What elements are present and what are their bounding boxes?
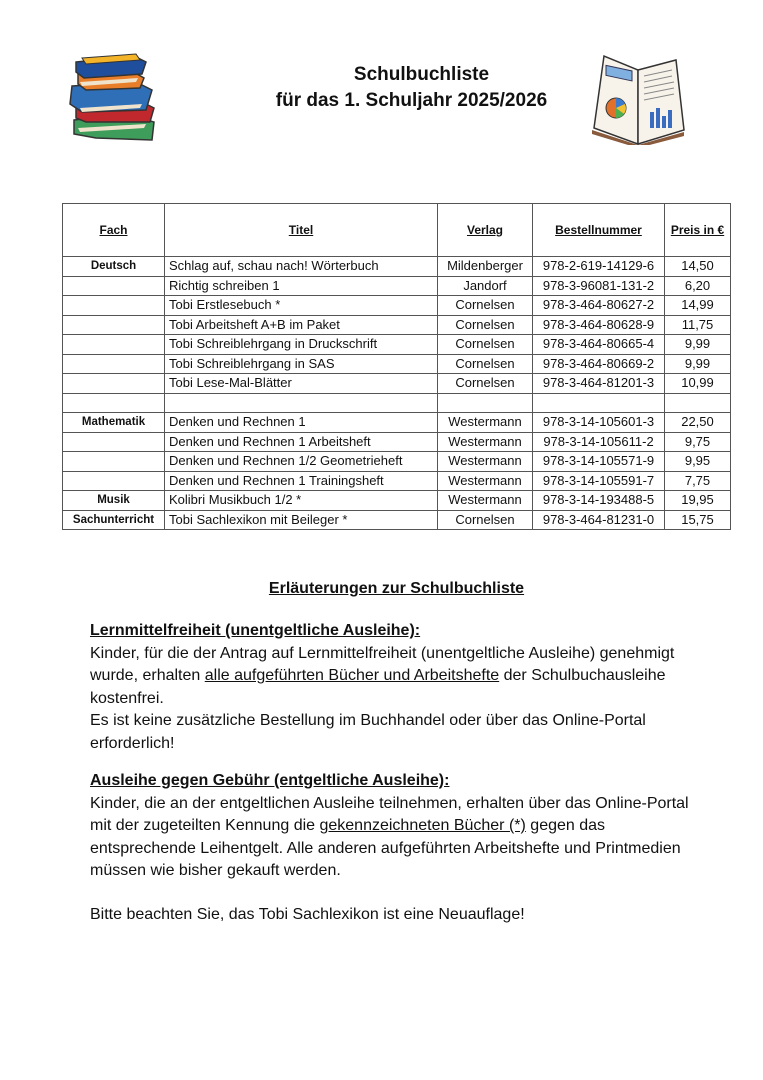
cell-titel: Schlag auf, schau nach! Wörterbuch xyxy=(165,257,438,277)
table-row xyxy=(63,510,731,530)
column-header-verlag: Verlag xyxy=(438,204,533,257)
cell-fach xyxy=(63,354,165,374)
cell-bestellnummer: 978-3-464-80665-4 xyxy=(533,335,665,355)
cell-titel: Tobi Lese-Mal-Blätter xyxy=(165,374,438,394)
section-heading: Ausleihe gegen Gebühr (entgeltliche Ausleihe): xyxy=(90,772,450,789)
cell-titel: Tobi Erstlesebuch * xyxy=(165,296,438,316)
cell-verlag: Mildenberger xyxy=(438,257,533,277)
cell-fach xyxy=(63,296,165,316)
section-text: Es ist keine zusätzliche Bestellung im Buchhandel oder über das Online-Portal erforderlich! xyxy=(90,712,646,752)
cell-fach: Mathematik xyxy=(63,413,165,433)
cell-titel: Denken und Rechnen 1 xyxy=(165,413,438,433)
cell-bestellnummer: 978-3-14-105611-2 xyxy=(533,432,665,452)
cell-verlag: Westermann xyxy=(438,452,533,472)
note-neuauflage: Bitte beachten Sie, das Tobi Sachlexikon ist eine Neuauflage! xyxy=(90,906,525,923)
cell-titel: Denken und Rechnen 1/2 Geometrieheft xyxy=(165,452,438,472)
page-title: Schulbuchliste xyxy=(353,64,490,85)
column-header-preis: Preis in € xyxy=(665,204,731,257)
cell-verlag: Westermann xyxy=(438,491,533,511)
section-heading: Lernmittelfreiheit (unentgeltliche Ausleihe): xyxy=(90,622,421,639)
underlined-text: alle aufgeführten Bücher und Arbeitshefte xyxy=(204,667,500,684)
page-subtitle: für das 1. Schuljahr 2025/2026 xyxy=(275,90,548,111)
cell-preis: 6,20 xyxy=(665,276,731,296)
cell-fach: Musik xyxy=(63,491,165,511)
column-header-fach: Fach xyxy=(63,204,165,257)
table-row xyxy=(63,296,731,316)
table-row xyxy=(63,276,731,296)
cell-verlag: Cornelsen xyxy=(438,510,533,530)
cell-bestellnummer: 978-2-619-14129-6 xyxy=(533,257,665,277)
table-row xyxy=(63,452,731,472)
cell-fach xyxy=(63,432,165,452)
cell-titel xyxy=(165,393,438,413)
section-text: Kinder, für die der Antrag auf Lernmittelfreiheit (unentgeltliche Ausleihe) genehmigt wurde, erhalten alle aufgeführten Bücher und Arbeitshefte der Schulbuchausleihe kostenfrei. xyxy=(90,644,675,707)
cell-bestellnummer: 978-3-14-105571-9 xyxy=(533,452,665,472)
cell-fach xyxy=(63,471,165,491)
underlined-text: gekennzeichneten Bücher (*) xyxy=(319,817,526,834)
explanations-title: Erläuterungen zur Schulbuchliste xyxy=(268,580,525,597)
book-list-table xyxy=(62,203,731,530)
cell-fach xyxy=(63,276,165,296)
table-row xyxy=(63,413,731,433)
cell-verlag: Westermann xyxy=(438,471,533,491)
cell-fach xyxy=(63,393,165,413)
cell-preis xyxy=(665,393,731,413)
cell-bestellnummer: 978-3-464-80627-2 xyxy=(533,296,665,316)
cell-titel: Tobi Schreiblehrgang in Druckschrift xyxy=(165,335,438,355)
table-row xyxy=(63,335,731,355)
cell-bestellnummer: 978-3-464-81231-0 xyxy=(533,510,665,530)
cell-preis: 9,99 xyxy=(665,354,731,374)
cell-fach xyxy=(63,452,165,472)
cell-titel: Kolibri Musikbuch 1/2 * xyxy=(165,491,438,511)
cell-titel: Denken und Rechnen 1 Trainingsheft xyxy=(165,471,438,491)
cell-verlag xyxy=(438,393,533,413)
table-header-row xyxy=(63,204,731,257)
cell-bestellnummer: 978-3-464-80628-9 xyxy=(533,315,665,335)
cell-preis: 7,75 xyxy=(665,471,731,491)
cell-bestellnummer: 978-3-14-193488-5 xyxy=(533,491,665,511)
section-lernmittelfreiheit xyxy=(90,620,690,755)
section-entgeltliche-ausleihe xyxy=(90,770,690,883)
column-header-titel: Titel xyxy=(165,204,438,257)
cell-preis: 22,50 xyxy=(665,413,731,433)
column-header-bestellnummer: Bestellnummer xyxy=(533,204,665,257)
cell-bestellnummer: 978-3-464-80669-2 xyxy=(533,354,665,374)
cell-preis: 9,75 xyxy=(665,432,731,452)
cell-preis: 10,99 xyxy=(665,374,731,394)
cell-verlag: Westermann xyxy=(438,413,533,433)
table-row xyxy=(63,432,731,452)
cell-bestellnummer xyxy=(533,393,665,413)
table-row xyxy=(63,471,731,491)
table-row xyxy=(63,491,731,511)
cell-titel: Richtig schreiben 1 xyxy=(165,276,438,296)
cell-fach: Sachunterricht xyxy=(63,510,165,530)
cell-bestellnummer: 978-3-14-105601-3 xyxy=(533,413,665,433)
cell-titel: Denken und Rechnen 1 Arbeitsheft xyxy=(165,432,438,452)
cell-fach xyxy=(63,335,165,355)
cell-bestellnummer: 978-3-14-105591-7 xyxy=(533,471,665,491)
cell-verlag: Cornelsen xyxy=(438,315,533,335)
cell-titel: Tobi Sachlexikon mit Beileger * xyxy=(165,510,438,530)
cell-verlag: Cornelsen xyxy=(438,354,533,374)
cell-preis: 15,75 xyxy=(665,510,731,530)
cell-bestellnummer: 978-3-464-81201-3 xyxy=(533,374,665,394)
cell-preis: 9,99 xyxy=(665,335,731,355)
cell-preis: 14,50 xyxy=(665,257,731,277)
cell-preis: 11,75 xyxy=(665,315,731,335)
cell-titel: Tobi Schreiblehrgang in SAS xyxy=(165,354,438,374)
section-text: Kinder, die an der entgeltlichen Ausleihe teilnehmen, erhalten über das Online-Portal mit der zugeteilten Kennung die gekennzeichneten Bücher (*) gegen das entsprechende Leihentgelt. Alle anderen aufgeführten Arbeitshefte und Printmedien müssen wie bisher gekauft werden. xyxy=(90,794,689,879)
table-row xyxy=(63,257,731,277)
cell-preis: 14,99 xyxy=(665,296,731,316)
cell-verlag: Cornelsen xyxy=(438,296,533,316)
cell-verlag: Westermann xyxy=(438,432,533,452)
cell-preis: 19,95 xyxy=(665,491,731,511)
cell-titel: Tobi Arbeitsheft A+B im Paket xyxy=(165,315,438,335)
cell-preis: 9,95 xyxy=(665,452,731,472)
cell-fach: Deutsch xyxy=(63,257,165,277)
cell-fach xyxy=(63,315,165,335)
cell-fach xyxy=(63,374,165,394)
cell-verlag: Cornelsen xyxy=(438,374,533,394)
table-row xyxy=(63,354,731,374)
cell-verlag: Jandorf xyxy=(438,276,533,296)
table-row xyxy=(63,393,731,413)
cell-verlag: Cornelsen xyxy=(438,335,533,355)
table-row xyxy=(63,374,731,394)
table-row xyxy=(63,315,731,335)
cell-bestellnummer: 978-3-96081-131-2 xyxy=(533,276,665,296)
